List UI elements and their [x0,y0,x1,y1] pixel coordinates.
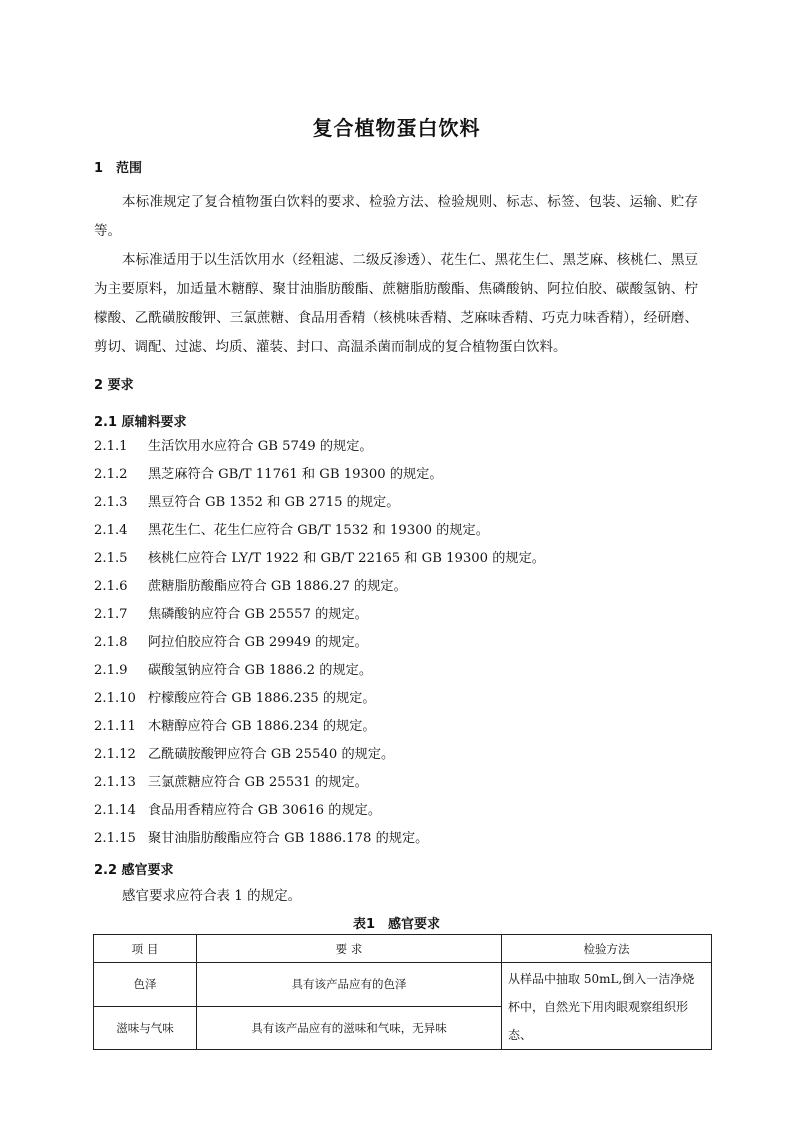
clause-number: 2.1.9 [94,663,128,678]
row-requirement: 具有该产品应有的色泽 [197,963,502,1007]
document-title: 复合植物蛋白饮料 [312,116,481,140]
section-number: 1 [94,161,104,176]
clause-item [94,461,545,489]
scope-paragraph-2: 本标准适用于以生活饮用水（经粗滤、二级反渗透）、花生仁、黑花生仁、黑芝麻、核桃仁、黑豆为主要原料，加适量木糖醇、聚甘油脂肪酸酯、蔗糖脂肪酸酯、焦磷酸钠、阿拉伯胶、碳酸氢钠、柠檬酸、乙酰磺胺酸钾、三氯蔗糖、食品用香精（核桃味香精、芝麻味香精、巧克力味香精），经研磨、剪切、调配、过滤、均质、灌装、封口、高温杀菌而制成的复合植物蛋白饮料。 [94,252,698,355]
clause-item [94,545,545,573]
clause-text: 黑花生仁、花生仁应符合 GB/T 1532 和 19300 的规定。 [148,523,489,538]
header-requirement: 要 求 [197,935,502,963]
clause-item [94,741,545,769]
section-heading-sensory: 2.2 感官要求 [94,863,174,878]
clause-number: 2.1.5 [94,551,128,566]
row-item: 色泽 [94,963,197,1007]
clause-text: 乙酰磺胺酸钾应符合 GB 25540 的规定。 [148,747,395,762]
table-row [94,963,712,1007]
clause-item [94,433,545,461]
clause-number: 2.1.10 [94,691,136,706]
clause-number: 2.1.4 [94,523,128,538]
clause-text: 蔗糖脂肪酸酯应符合 GB 1886.27 的规定。 [148,579,407,594]
row-item: 滋味与气味 [94,1006,197,1050]
clause-number: 2.1.1 [94,439,128,454]
header-item: 项 目 [94,935,197,963]
clause-item [94,601,545,629]
row-requirement: 具有该产品应有的滋味和气味，无异味 [197,1006,502,1050]
clause-item [94,825,545,853]
section-heading-requirements: 2 要求 [94,378,134,393]
clause-text: 木糖醇应符合 GB 1886.234 的规定。 [148,719,376,734]
clause-number: 2.1.6 [94,579,128,594]
clause-list [94,433,545,853]
clause-item [94,713,545,741]
clause-item [94,629,545,657]
table-caption: 表1 感官要求 [352,917,441,932]
clause-item [94,769,545,797]
section-label: 范围 [116,161,143,176]
clause-number: 2.1.8 [94,635,128,650]
scope-paragraph-1: 本标准规定了复合植物蛋白饮料的要求、检验方法、检验规则、标志、标签、包装、运输、贮存等。 [94,194,698,239]
clause-item [94,685,545,713]
clause-text: 阿拉伯胶应符合 GB 29949 的规定。 [148,635,368,650]
clause-item [94,573,545,601]
clause-number: 2.1.3 [94,495,128,510]
clause-number: 2.1.11 [94,719,136,734]
clause-text: 核桃仁应符合 LY/T 1922 和 GB/T 22165 和 GB 19300 的规定。 [148,551,545,566]
table-header-row [94,935,712,963]
section-heading-raw-materials: 2.1 原辅料要求 [94,415,187,430]
clause-text: 焦磷酸钠应符合 GB 25557 的规定。 [148,607,368,622]
clause-number: 2.1.13 [94,775,136,790]
clause-item [94,489,545,517]
clause-text: 食品用香精应符合 GB 30616 的规定。 [148,803,382,818]
clause-text: 生活饮用水应符合 GB 5749 的规定。 [148,439,373,454]
clause-text: 柠檬酸应符合 GB 1886.235 的规定。 [148,691,376,706]
clause-text: 三氯蔗糖应符合 GB 25531 的规定。 [148,775,368,790]
method-cell: 从样品中抽取 50mL,倒入一洁净烧杯中，自然光下用肉眼观察组织形态、 [502,963,712,1050]
clause-item [94,517,545,545]
clause-number: 2.1.12 [94,747,136,762]
clause-text: 碳酸氢钠应符合 GB 1886.2 的规定。 [148,663,373,678]
clause-number: 2.1.7 [94,607,128,622]
sensory-intro: 感官要求应符合表 1 的规定。 [122,888,302,904]
clause-text: 聚甘油脂肪酸酯应符合 GB 1886.178 的规定。 [148,831,429,846]
section-heading-scope [94,157,142,176]
sensory-table [93,934,712,1050]
clause-item [94,797,545,825]
clause-number: 2.1.14 [94,803,136,818]
header-method: 检验方法 [502,935,712,963]
clause-text: 黑豆符合 GB 1352 和 GB 2715 的规定。 [148,495,400,510]
clause-number: 2.1.15 [94,831,136,846]
clause-number: 2.1.2 [94,467,128,482]
clause-text: 黑芝麻符合 GB/T 11761 和 GB 19300 的规定。 [148,467,443,482]
clause-item [94,657,545,685]
